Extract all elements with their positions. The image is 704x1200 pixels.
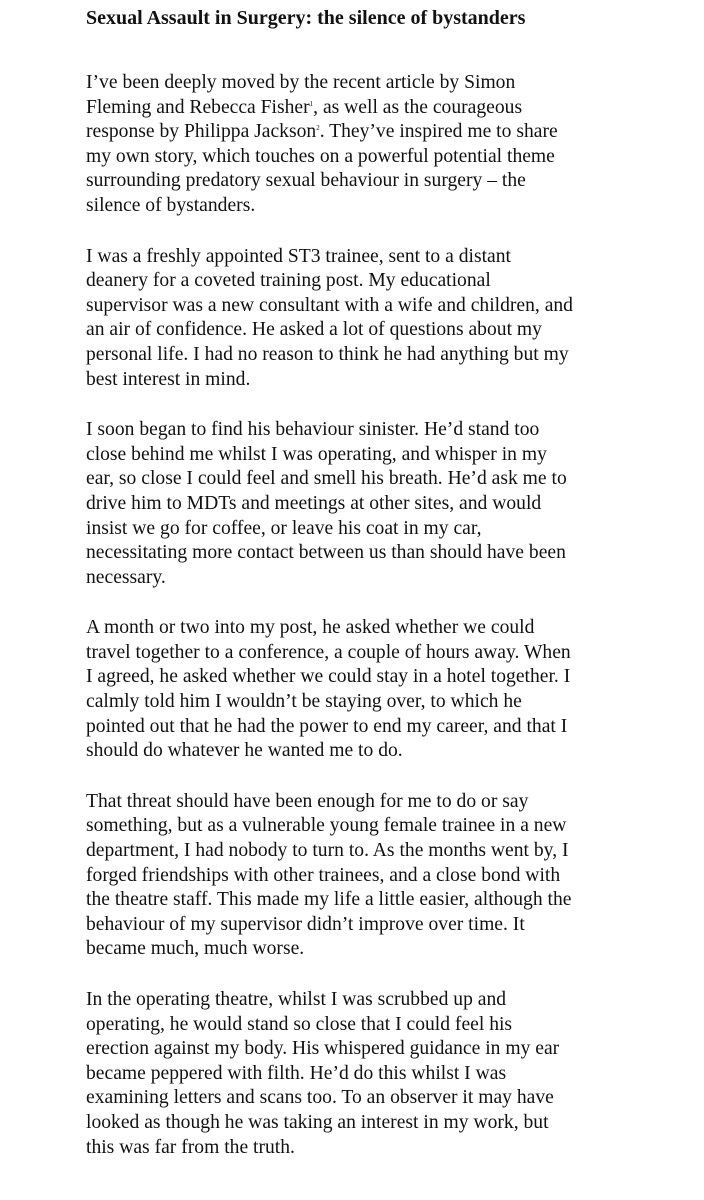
- text-line: [86, 418, 686, 443]
- line-text: the theatre staff. This made my life a little easier, although the: [86, 889, 572, 911]
- text-line: [86, 1062, 686, 1087]
- line-text: examining letters and scans too. To an observer it may have: [86, 1087, 554, 1109]
- line-text: deanery for a coveted training post. My educational: [86, 270, 491, 292]
- text-line: [86, 1037, 686, 1062]
- text-line: [86, 467, 686, 492]
- text-line: [86, 814, 686, 839]
- paragraph-1: [86, 71, 686, 219]
- text-line: [86, 492, 686, 517]
- line-text-tail: . They’ve inspired me to share: [319, 121, 558, 143]
- text-line: [86, 1111, 686, 1136]
- line-text: I’ve been deeply moved by the recent article by Simon: [86, 72, 516, 93]
- line-text: necessary.: [86, 566, 166, 588]
- line-text: forged friendships with other trainees, and a close bond with: [86, 864, 561, 886]
- line-text: I agreed, he asked whether we could stay in a hotel together. I: [86, 666, 571, 688]
- line-text: my own story, which touches on a powerful potential theme: [86, 145, 555, 167]
- text-line: [86, 145, 686, 170]
- line-text: calmly told him I wouldn’t be staying over, to which he: [86, 691, 522, 713]
- line-text: operating, he would stand so close that I could feel his: [86, 1013, 513, 1035]
- line-text: should do whatever he wanted me to do.: [86, 740, 403, 762]
- text-line: [86, 1086, 686, 1111]
- text-line: [86, 269, 686, 294]
- paragraph-2: [86, 245, 686, 393]
- reference-superscript: 1: [309, 99, 314, 108]
- line-text: an air of confidence. He asked a lot of questions about my: [86, 319, 542, 341]
- text-line: [86, 443, 686, 468]
- text-line: [86, 1013, 686, 1038]
- text-line: [86, 541, 686, 566]
- text-line: [86, 245, 686, 270]
- line-text: Fleming and Rebecca Fisher: [86, 96, 310, 118]
- text-line: [86, 96, 686, 121]
- paragraph-4: [86, 616, 686, 764]
- line-text: silence of bystanders.: [86, 194, 256, 216]
- text-line: [86, 294, 686, 319]
- text-line: [86, 169, 686, 194]
- line-text: travel together to a conference, a couple of hours away. When: [86, 641, 571, 663]
- line-text: best interest in mind.: [86, 368, 251, 390]
- line-text: became much, much worse.: [86, 938, 305, 960]
- text-line: [86, 318, 686, 343]
- text-line: [86, 864, 686, 889]
- line-text: insist we go for coffee, or leave his coat in my car,: [86, 517, 482, 539]
- line-text: close behind me whilst I was operating, and whisper in my: [86, 443, 547, 465]
- paragraph-6: [86, 988, 686, 1160]
- line-text: I was a freshly appointed ST3 trainee, sent to a distant: [86, 245, 511, 267]
- text-line: [86, 839, 686, 864]
- text-line: [86, 988, 686, 1013]
- paragraph-3: [86, 418, 686, 590]
- page-title: Sexual Assault in Surgery: the silence of bystanders: [86, 7, 526, 29]
- text-line: [86, 71, 686, 96]
- line-text: department, I had nobody to turn to. As the months went by, I: [86, 840, 569, 862]
- text-line: [86, 194, 686, 219]
- line-text: personal life. I had no reason to think he had anything but my: [86, 343, 569, 365]
- line-text: I soon began to find his behaviour sinister. He’d stand too: [86, 419, 540, 441]
- reference-superscript: 2: [316, 124, 320, 133]
- text-line: [86, 715, 686, 740]
- line-text: pointed out that he had the power to end my career, and that I: [86, 715, 568, 737]
- line-text: this was far from the truth.: [86, 1136, 295, 1158]
- line-text: erection against my body. His whispered guidance in my ear: [86, 1038, 560, 1060]
- line-text: behaviour of my supervisor didn’t improve over time. It: [86, 913, 525, 935]
- text-line: [86, 641, 686, 666]
- text-line: [86, 913, 686, 938]
- line-text: That threat should have been enough for me to do or say: [86, 790, 529, 812]
- text-line: [86, 517, 686, 542]
- text-line: [86, 739, 686, 764]
- line-text: In the operating theatre, whilst I was scrubbed up and: [86, 989, 507, 1010]
- line-text: ear, so close I could feel and smell his breath. He’d ask me to: [86, 468, 567, 490]
- text-line: [86, 343, 686, 368]
- text-line: [86, 368, 686, 393]
- line-text: A month or two into my post, he asked whether we could: [86, 617, 535, 639]
- text-line: [86, 665, 686, 690]
- text-line: [86, 888, 686, 913]
- text-line: [86, 1136, 686, 1161]
- line-text: supervisor was a new consultant with a wife and children, and: [86, 294, 573, 316]
- article-body: [86, 71, 686, 1186]
- line-text: became peppered with filth. He’d do this whilst I was: [86, 1062, 507, 1084]
- text-line: [86, 120, 686, 145]
- text-line: [86, 690, 686, 715]
- line-text: response by Philippa Jackson: [86, 121, 317, 143]
- paragraph-5: [86, 790, 686, 962]
- text-line: [86, 566, 686, 591]
- text-line: [86, 937, 686, 962]
- line-text: surrounding predatory sexual behaviour in surgery – the: [86, 170, 526, 192]
- text-line: [86, 616, 686, 641]
- line-text: looked as though he was taking an interest in my work, but: [86, 1111, 549, 1133]
- line-text-tail: , as well as the courageous: [313, 96, 523, 118]
- text-line: [86, 790, 686, 815]
- line-text: necessitating more contact between us than should have been: [86, 542, 566, 564]
- line-text: drive him to MDTs and meetings at other sites, and would: [86, 492, 542, 514]
- line-text: something, but as a vulnerable young female trainee in a new: [86, 815, 567, 837]
